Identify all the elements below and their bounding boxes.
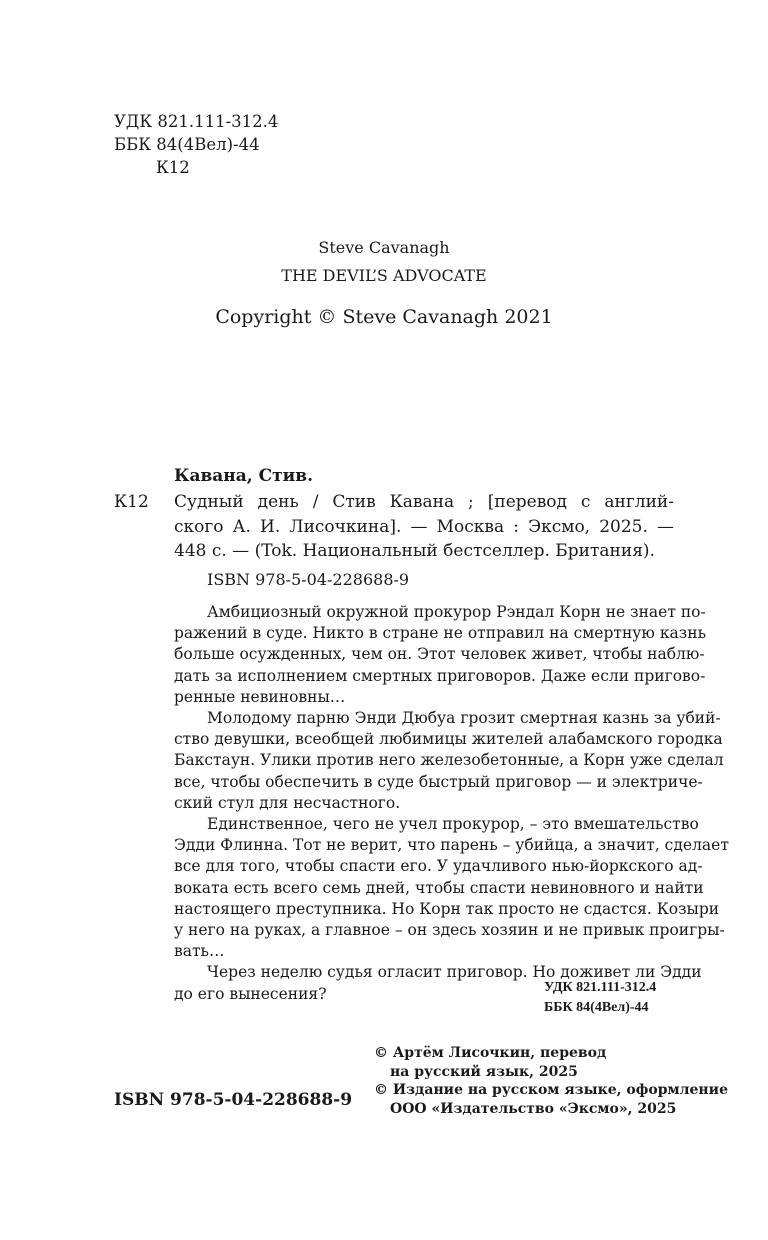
original-title: THE DEVIL’S ADVOCATE: [281, 266, 487, 285]
annotation-line: Эдди Флинна. Тот не верит, что парень – убийца, а значит, сделает: [174, 836, 729, 855]
annotation-line: ство девушки, всеобщей любимицы жителей алабамского городка: [174, 730, 723, 749]
bibliographic-description: [174, 490, 674, 564]
annotation-line: дать за исполнением смертных приговоров. Даже если пригово-: [174, 666, 706, 685]
annotation-line: ский стул для несчастного.: [174, 793, 401, 812]
annotation-line: вать…: [174, 942, 225, 961]
annotation-line: Через неделю судья огласит приговор. Но доживет ли Эдди: [207, 963, 702, 982]
udk-code: УДК 821.111-312.4: [114, 112, 279, 131]
author-heading: Кавана, Стив.: [174, 466, 314, 486]
annotation-line: у него на руках, а главное – он здесь хозяин и не привык проигры-: [174, 921, 725, 940]
annotation: [174, 602, 729, 1005]
annotation-line: все, чтобы обеспечить в суде быстрый приговор — и электриче-: [174, 772, 703, 791]
cutter-code-top: К12: [156, 158, 190, 177]
translation-copyright-cont: на русский язык, 2025: [390, 1063, 578, 1080]
bib-line: ского А. И. Лисочкина]. — Москва : Эксмо, 2025. —: [174, 516, 674, 537]
annotation-line: все для того, чтобы спасти его. У удачливого нью-йоркского ад-: [174, 857, 703, 876]
annotation-line: Молодому парню Энди Дюбуа грозит смертная казнь за убий-: [207, 709, 721, 728]
annotation-line: воката есть всего семь дней, чтобы спасти невиновного и найти: [174, 878, 704, 897]
annotation-line: больше осужденных, чем он. Этот человек живет, чтобы наблю-: [174, 645, 705, 664]
classification-codes-bottom: [544, 978, 656, 1018]
classification-codes: [114, 110, 278, 179]
copyright-notices: [374, 1044, 728, 1118]
annotation-line: ражений в суде. Никто в стране не отправил на смертную казнь: [174, 624, 707, 643]
original-author: Steve Cavanagh: [318, 238, 450, 257]
bbk-code: ББК 84(4Вел)-44: [114, 135, 260, 154]
annotation-line: настоящего преступника. Но Корн так просто не сдастся. Козыри: [174, 899, 720, 918]
annotation-line: до его вынесения?: [174, 984, 327, 1003]
cutter-code: К12: [114, 492, 149, 512]
original-copyright: Copyright © Steve Cavanagh 2021: [215, 306, 553, 328]
edition-copyright-cont: ООО «Издательство «Эксмо», 2025: [390, 1100, 677, 1117]
bib-line: 448 с. — (Tok. Национальный бестселлер. Британия).: [174, 541, 655, 561]
annotation-line: ренные невиновны…: [174, 687, 346, 706]
isbn-bottom: ISBN 978-5-04-228688-9: [114, 1090, 353, 1110]
annotation-line: Бакстаун. Улики против него железобетонные, а Корн уже сделал: [174, 751, 724, 770]
isbn-catalog: ISBN 978-5-04-228688-9: [207, 570, 410, 589]
translation-copyright: © Артём Лисочкин, перевод: [374, 1045, 607, 1061]
bbk-code-bottom: ББК 84(4Вел)-44: [544, 1000, 649, 1015]
annotation-line: Амбициозный окружной прокурор Рэндал Корн не знает по-: [207, 603, 706, 621]
udk-code-bottom: УДК 821.111-312.4: [544, 980, 657, 995]
edition-copyright: © Издание на русском языке, оформление: [374, 1082, 728, 1098]
annotation-line: Единственное, чего не учел прокурор, – это вмешательство: [207, 815, 699, 834]
bib-line: Судный день / Стив Кавана ; [перевод с англий-: [174, 492, 674, 512]
